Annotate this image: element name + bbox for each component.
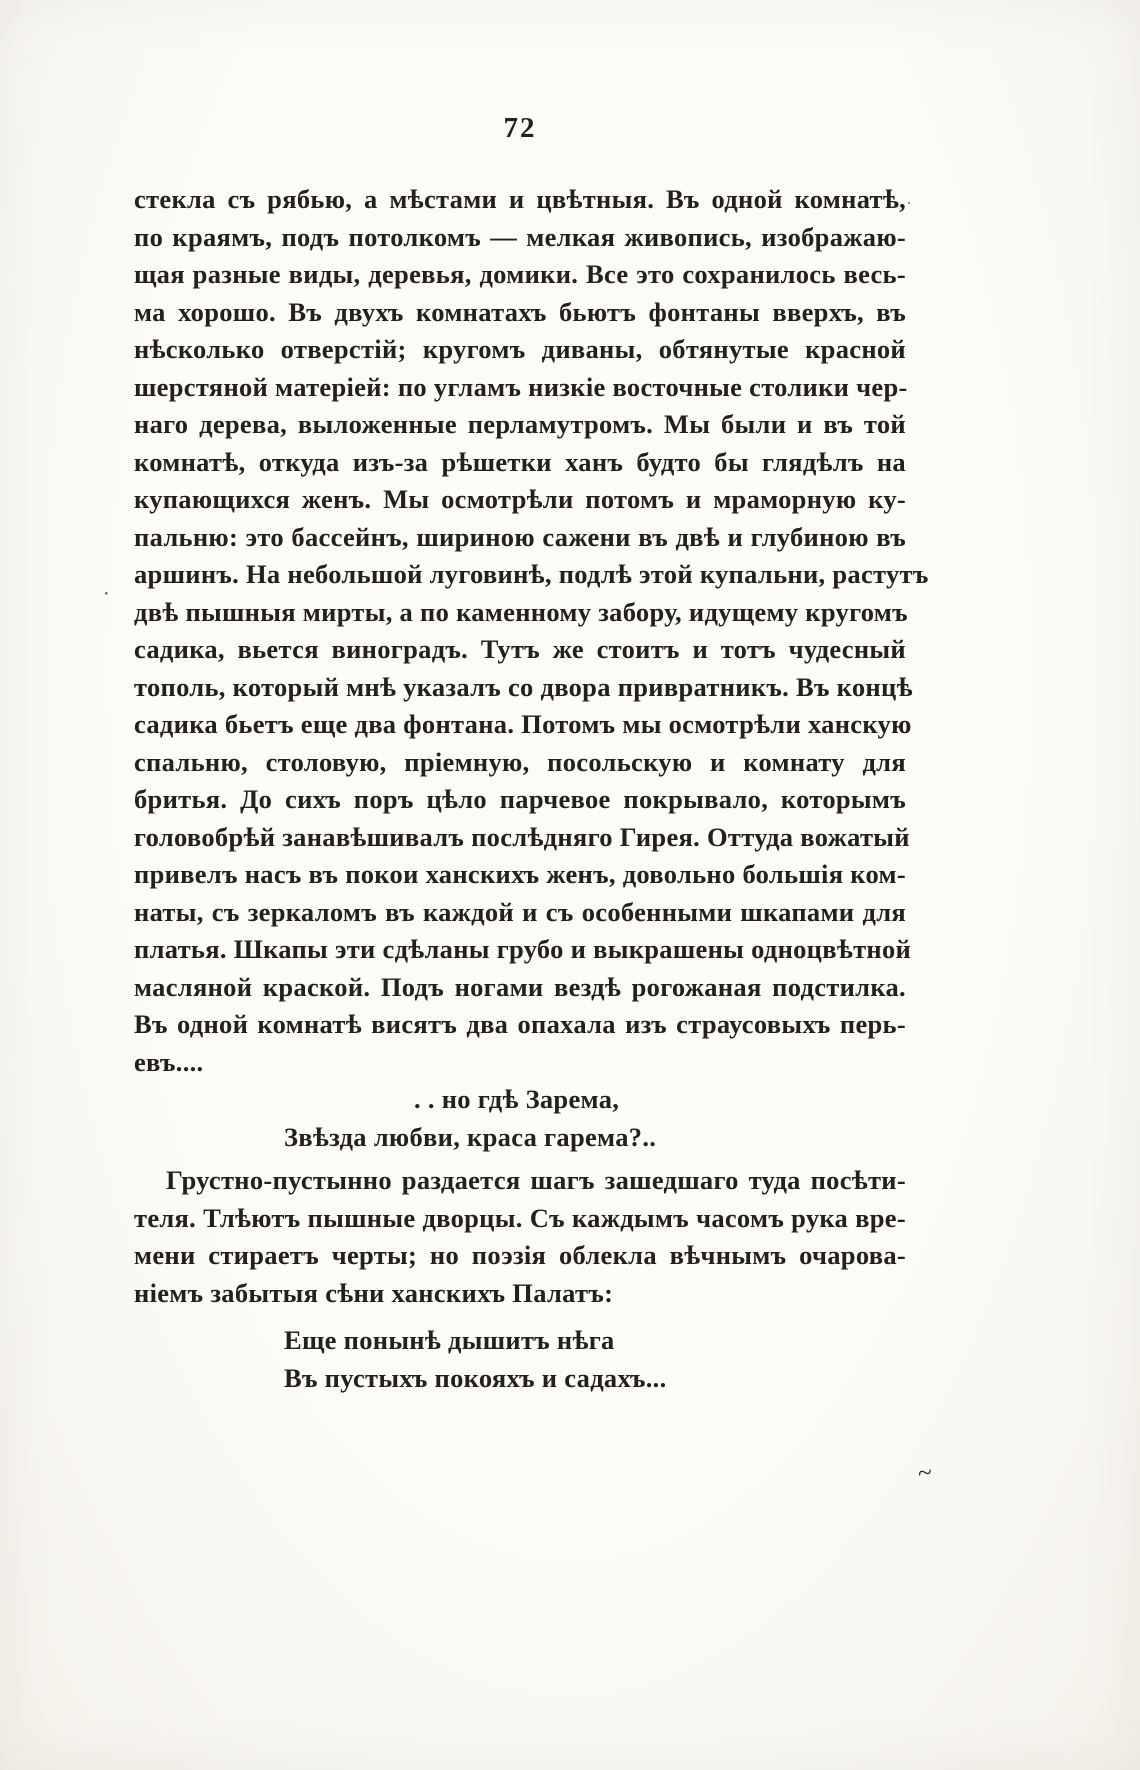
verse-line: Еще понынѣ дышитъ нѣга [284,1325,615,1355]
verse-line: . . но гдѣ Зарема, [414,1084,620,1114]
text-line: садика бьетъ еще два фонтана. Потомъ мы осмотрѣли ханскую [134,709,912,739]
verse-line: Звѣзда любви, краса гарема?.. [284,1121,657,1152]
verse-quote-2 [284,1322,906,1397]
text-line: по краямъ, подъ потолкомъ — мелкая живопись, изображаю- [134,221,906,252]
text-line: нѣсколько отверстій; кругомъ диваны, обтянутые красной [134,334,906,364]
text-line: евъ.... [134,1046,204,1077]
text-line: платья. Шкапы эти сдѣланы грубо и выкрашены одноцвѣтной [134,934,912,964]
text-line: пальню: это бассейнъ, шириною сажени въ двѣ и глубиною въ [134,521,906,552]
scan-speck-left-margin: · [103,583,110,605]
text-line: спальню, столовую, пріемную, посольскую и комнату для [134,746,906,777]
ink-squiggle-mark: ~ [915,1457,934,1488]
text-line: стекла съ рябью, а мѣстами и цвѣтныя. Въ одной комнатѣ, [134,184,906,214]
text-line: наты, съ зеркаломъ въ каждой и съ особенными шкапами для [134,896,906,927]
paragraph-1 [134,181,929,1081]
text-line: теля. Тлѣютъ пышные дворцы. Съ каждымъ часомъ рука вре- [134,1202,906,1233]
text-line: купающихся женъ. Мы осмотрѣли потомъ и мраморную ку- [134,484,906,514]
text-line: комнатѣ, откуда изъ-за рѣшетки ханъ будто бы глядѣлъ на [134,446,906,477]
page-number: 72 [503,112,537,144]
text-line: ма хорошо. Въ двухъ комнатахъ бьютъ фонтаны вверхъ, въ [134,296,906,327]
text-line: привелъ насъ въ покои ханскихъ женъ, довольно большія ком- [134,859,906,889]
text-line: аршинъ. На небольшой луговинѣ, подлѣ этой купальни, растутъ [134,559,929,589]
text-line: наго дерева, выложенные перламутромъ. Мы были и въ той [134,409,906,439]
text-line: Грустно-пустынно раздается шагъ зашедшаго туда посѣти- [166,1165,906,1195]
text-line: бритья. До сихъ поръ цѣло парчевое покрывало, которымъ [134,784,906,814]
paragraph-2 [134,1162,906,1312]
text-line: Въ одной комнатѣ висятъ два опахала изъ страусовыхъ перь- [134,1009,906,1039]
verse-line: Въ пустыхъ покояхъ и садахъ... [284,1362,667,1393]
text-line: тополь, который мнѣ указалъ со двора привратникъ. Въ концѣ [134,671,913,702]
text-block [134,181,929,1397]
text-line: щая разные виды, деревья, домики. Все это сохранилось весь- [134,259,906,289]
text-line: мени стираетъ черты; но поэзія облекла вѣчнымъ очарова- [134,1240,906,1270]
text-line: масляной краской. Подъ ногами вездѣ рогожаная подстилка. [134,971,906,1002]
text-line: садика, вьется виноградъ. Тутъ же стоитъ и тотъ чудесный [134,634,906,664]
scan-speck-right-margin: · [906,193,912,213]
text-line: ніемъ забытыя сѣни ханскихъ Палатъ: [134,1277,614,1308]
text-line: двѣ пышныя мирты, а по каменному забору, идущему кругомъ [134,596,908,627]
text-line: головобрѣй занавѣшивалъ послѣдняго Гирея. Оттуда вожатый [134,821,910,852]
text-line: шерстяной матеріей: по угламъ низкіе восточные столики чер- [134,371,908,402]
verse-quote-1 [284,1081,906,1156]
